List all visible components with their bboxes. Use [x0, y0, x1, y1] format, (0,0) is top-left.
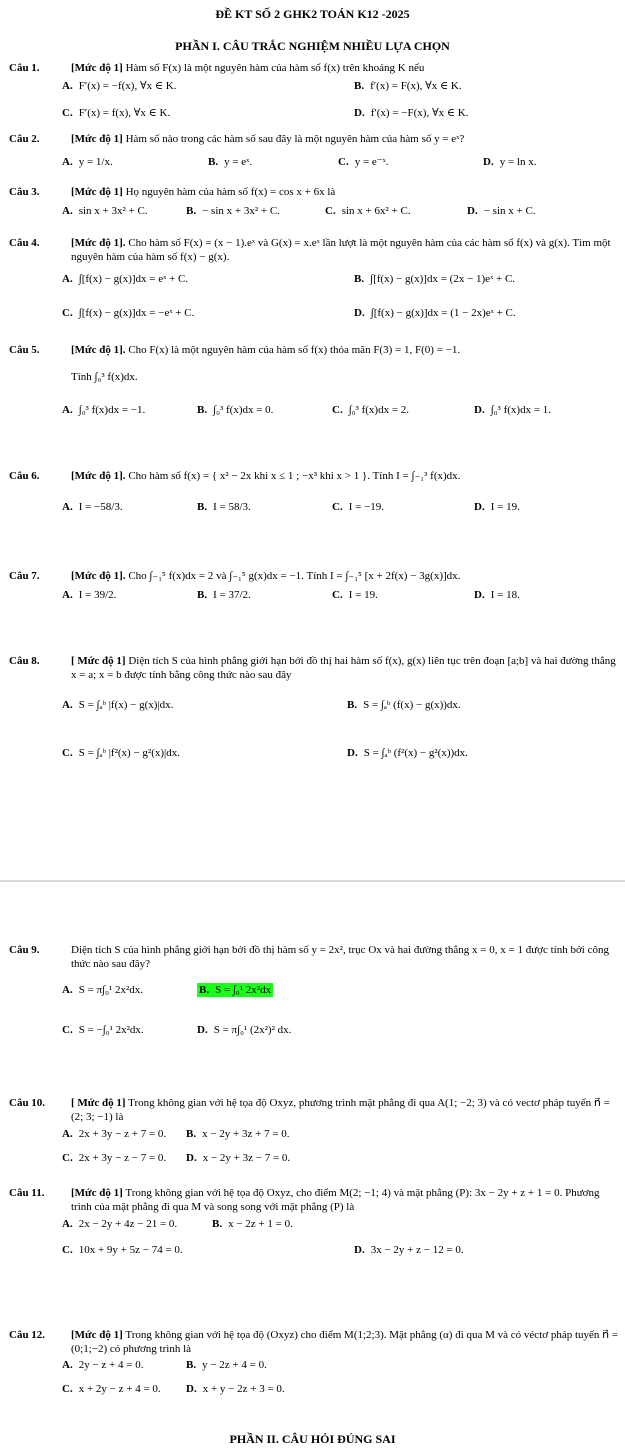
option-d[interactable]: D. 3x − 2y + z − 12 = 0. [354, 1243, 464, 1256]
question-stem-2: Tính ∫₀³ f(x)dx. [71, 371, 138, 383]
question-level: [Mức độ 1]. [71, 237, 126, 249]
option-b[interactable]: B. S = ∫ₐᵇ (f(x) − g(x))dx. [347, 698, 461, 711]
question-stem: Họ nguyên hàm của hàm số f(x) = cos x + 6x là [125, 186, 336, 198]
option-b[interactable]: B. y − 2z + 4 = 0. [186, 1358, 267, 1371]
option-d[interactable]: D. − sin x + C. [467, 205, 536, 217]
option-a[interactable]: A. ∫[f(x) − g(x)]dx = eˣ + C. [62, 272, 189, 285]
option-d[interactable]: D. I = 18. [474, 589, 520, 601]
question-number: Câu 12. [9, 1329, 46, 1341]
option-a[interactable]: A. sin x + 3x² + C. [62, 205, 148, 217]
option-c[interactable]: C. S = ∫ₐᵇ |f²(x) − g²(x)|dx. [62, 746, 180, 759]
question-number: Câu 1. [9, 62, 40, 74]
question-6 [9, 470, 619, 519]
question-number: Câu 11. [9, 1187, 45, 1199]
question-stem: Cho hàm số F(x) = (x − 1).eˣ và G(x) = x.eˣ lần lượt là một nguyên hàm của các hàm số f(x) và g(x). Tìm một nguyên hàm của hàm số f(x) − g(x). [71, 237, 611, 263]
option-b[interactable]: B. f′(x) = F(x), ∀x ∈ K. [354, 80, 462, 92]
option-b[interactable]: B. ∫₀³ f(x)dx = 0. [197, 404, 274, 416]
question-level: [Mức độ 1]. [71, 570, 126, 582]
option-c[interactable]: C. ∫[f(x) − g(x)]dx = −eˣ + C. [62, 306, 195, 319]
option-b[interactable]: B. ∫[f(x) − g(x)]dx = (2x − 1)eˣ + C. [354, 272, 516, 285]
question-5 [9, 344, 619, 422]
question-12 [9, 1329, 619, 1401]
question-level: [ Mức độ 1] [71, 1097, 126, 1109]
option-a[interactable]: A. S = π∫₀¹ 2x²dx. [62, 983, 144, 996]
option-b[interactable]: B. y = eˣ. [208, 156, 253, 168]
option-d[interactable]: D. ∫[f(x) − g(x)]dx = (1 − 2x)eˣ + C. [354, 306, 516, 319]
question-stem: Diện tích S của hình phẳng giới hạn bởi đồ thị hai hàm số f(x), g(x) liên tục trên đoạn [a;b] và hai đường thẳng x = a; x = b được tính bằng công thức nào sau đây [71, 655, 616, 681]
option-d[interactable]: D. S = π∫₀¹ (2x²)² dx. [197, 1023, 292, 1036]
option-c[interactable]: C. F′(x) = f(x), ∀x ∈ K. [62, 107, 171, 119]
question-level: [Mức độ 1] [71, 1187, 123, 1199]
question-stem: Trong không gian với hệ tọa độ (Oxyz) cho điểm M(1;2;3). Mặt phẳng (α) đi qua M và có véctơ pháp tuyến n⃗ = (0;1;−2) có phương trình là [71, 1329, 619, 1355]
question-number: Câu 7. [9, 570, 40, 582]
option-d[interactable]: D. S = ∫ₐᵇ (f²(x) − g²(x))dx. [347, 746, 468, 759]
question-3 [9, 186, 619, 223]
question-stem: Cho F(x) là một nguyên hàm của hàm số f(x) thỏa mãn F(3) = 1, F(0) = −1. [128, 344, 461, 356]
question-level: [Mức độ 1] [71, 62, 123, 74]
question-number: Câu 2. [9, 133, 40, 145]
option-a[interactable]: A. ∫₀³ f(x)dx = −1. [62, 404, 146, 416]
option-d[interactable]: D. y = ln x. [483, 156, 537, 168]
option-c[interactable]: C. sin x + 6x² + C. [325, 205, 411, 217]
option-a[interactable]: A. y = 1/x. [62, 156, 113, 168]
option-b[interactable]: B. S = ∫₀¹ 2x²dx [199, 983, 272, 996]
question-2 [9, 133, 619, 174]
question-7 [9, 570, 619, 607]
question-number: Câu 4. [9, 237, 40, 249]
option-a[interactable]: A. F′(x) = −f(x), ∀x ∈ K. [62, 80, 177, 92]
question-11 [9, 1187, 619, 1262]
question-stem: Hàm số nào trong các hàm số sau đây là một nguyên hàm của hàm số y = eˣ? [125, 133, 465, 145]
option-b[interactable]: B. x − 2z + 1 = 0. [212, 1217, 293, 1230]
question-9 [9, 944, 619, 1042]
option-a[interactable]: A. I = 39/2. [62, 589, 117, 601]
question-10 [9, 1097, 619, 1170]
question-stem: Hàm số F(x) là một nguyên hàm của hàm số f(x) trên khoảng K nếu [125, 62, 425, 74]
page-separator [0, 880, 625, 882]
question-level: [Mức độ 1] [71, 133, 123, 145]
question-number: Câu 8. [9, 655, 40, 667]
option-c[interactable]: C. 10x + 9y + 5z − 74 = 0. [62, 1243, 183, 1256]
question-stem: Diện tích S của hình phẳng giới hạn bởi đồ thị hàm số y = 2x², trục Ox và hai đường thẳng x = 0, x = 1 được tính bởi công thức nào sau đây? [71, 944, 609, 970]
option-a[interactable]: A. S = ∫ₐᵇ |f(x) − g(x)|dx. [62, 698, 174, 711]
option-d[interactable]: D. x + y − 2z + 3 = 0. [186, 1382, 285, 1395]
question-stem: Trong không gian với hệ tọa độ Oxyz, phương trình mặt phẳng đi qua A(1; −2; 3) và có vectơ pháp tuyến n⃗ = (2; 3; −1) là [71, 1097, 610, 1123]
option-b[interactable]: B. I = 58/3. [197, 501, 251, 513]
option-c[interactable]: C. I = 19. [332, 589, 378, 601]
question-level: [Mức độ 1] [71, 186, 123, 198]
question-8 [9, 655, 619, 765]
question-level: [Mức độ 1]. [71, 344, 126, 356]
option-a[interactable]: A. I = −58/3. [62, 501, 123, 513]
option-d[interactable]: D. ∫₀³ f(x)dx = 1. [474, 404, 552, 416]
question-number: Câu 3. [9, 186, 40, 198]
question-stem: Trong không gian với hệ tọa độ Oxyz, cho điểm M(2; −1; 4) và mặt phẳng (P): 3x − 2y + z + 1 = 0. Phương trình của mặt phẳng đi qua M và song song với mặt phẳng (P) là [71, 1187, 600, 1213]
part-1-heading: PHẦN I. CÂU TRẮC NGHIỆM NHIỀU LỰA CHỌN [175, 39, 450, 53]
option-d[interactable]: D. x − 2y + 3z − 7 = 0. [186, 1151, 291, 1164]
exam-title: ĐỀ KT SỐ 2 GHK2 TOÁN K12 -2025 [215, 7, 410, 21]
option-b[interactable]: B. x − 2y + 3z + 7 = 0. [186, 1127, 290, 1140]
option-b[interactable]: B. I = 37/2. [197, 589, 251, 601]
question-level: [Mức độ 1] [71, 1329, 123, 1341]
option-c[interactable]: C. 2x + 3y − z − 7 = 0. [62, 1151, 167, 1164]
option-a[interactable]: A. 2y − z + 4 = 0. [62, 1358, 144, 1371]
option-d[interactable]: D. I = 19. [474, 501, 520, 513]
question-number: Câu 10. [9, 1097, 46, 1109]
option-c[interactable]: C. I = −19. [332, 501, 385, 513]
part-2-heading: PHẦN II. CÂU HỎI ĐÚNG SAI [229, 1432, 396, 1446]
question-number: Câu 5. [9, 344, 40, 356]
option-b[interactable]: B. − sin x + 3x² + C. [186, 205, 280, 217]
option-c[interactable]: C. y = e⁻ˣ. [338, 156, 389, 168]
option-c[interactable]: C. x + 2y − z + 4 = 0. [62, 1382, 161, 1395]
option-a[interactable]: A. 2x − 2y + 4z − 21 = 0. [62, 1217, 178, 1230]
question-stem: Cho hàm số f(x) = { x² − 2x khi x ≤ 1 ; −x³ khi x > 1 }. Tính I = ∫₋₁³ f(x)dx. [128, 470, 461, 482]
option-d[interactable]: D. f′(x) = −F(x), ∀x ∈ K. [354, 107, 469, 119]
option-a[interactable]: A. 2x + 3y − z + 7 = 0. [62, 1127, 167, 1140]
question-level: [ Mức độ 1] [71, 655, 126, 667]
question-number: Câu 9. [9, 944, 40, 956]
option-c[interactable]: C. S = −∫₀¹ 2x²dx. [62, 1023, 144, 1036]
question-stem: Cho ∫₋₁⁵ f(x)dx = 2 và ∫₋₁⁵ g(x)dx = −1. Tính I = ∫₋₁⁵ [x + 2f(x) − 3g(x)]dx. [128, 570, 461, 582]
question-1 [9, 62, 619, 125]
question-4 [9, 237, 619, 325]
question-level: [Mức độ 1]. [71, 470, 126, 482]
question-number: Câu 6. [9, 470, 40, 482]
option-c[interactable]: C. ∫₀³ f(x)dx = 2. [332, 404, 410, 416]
